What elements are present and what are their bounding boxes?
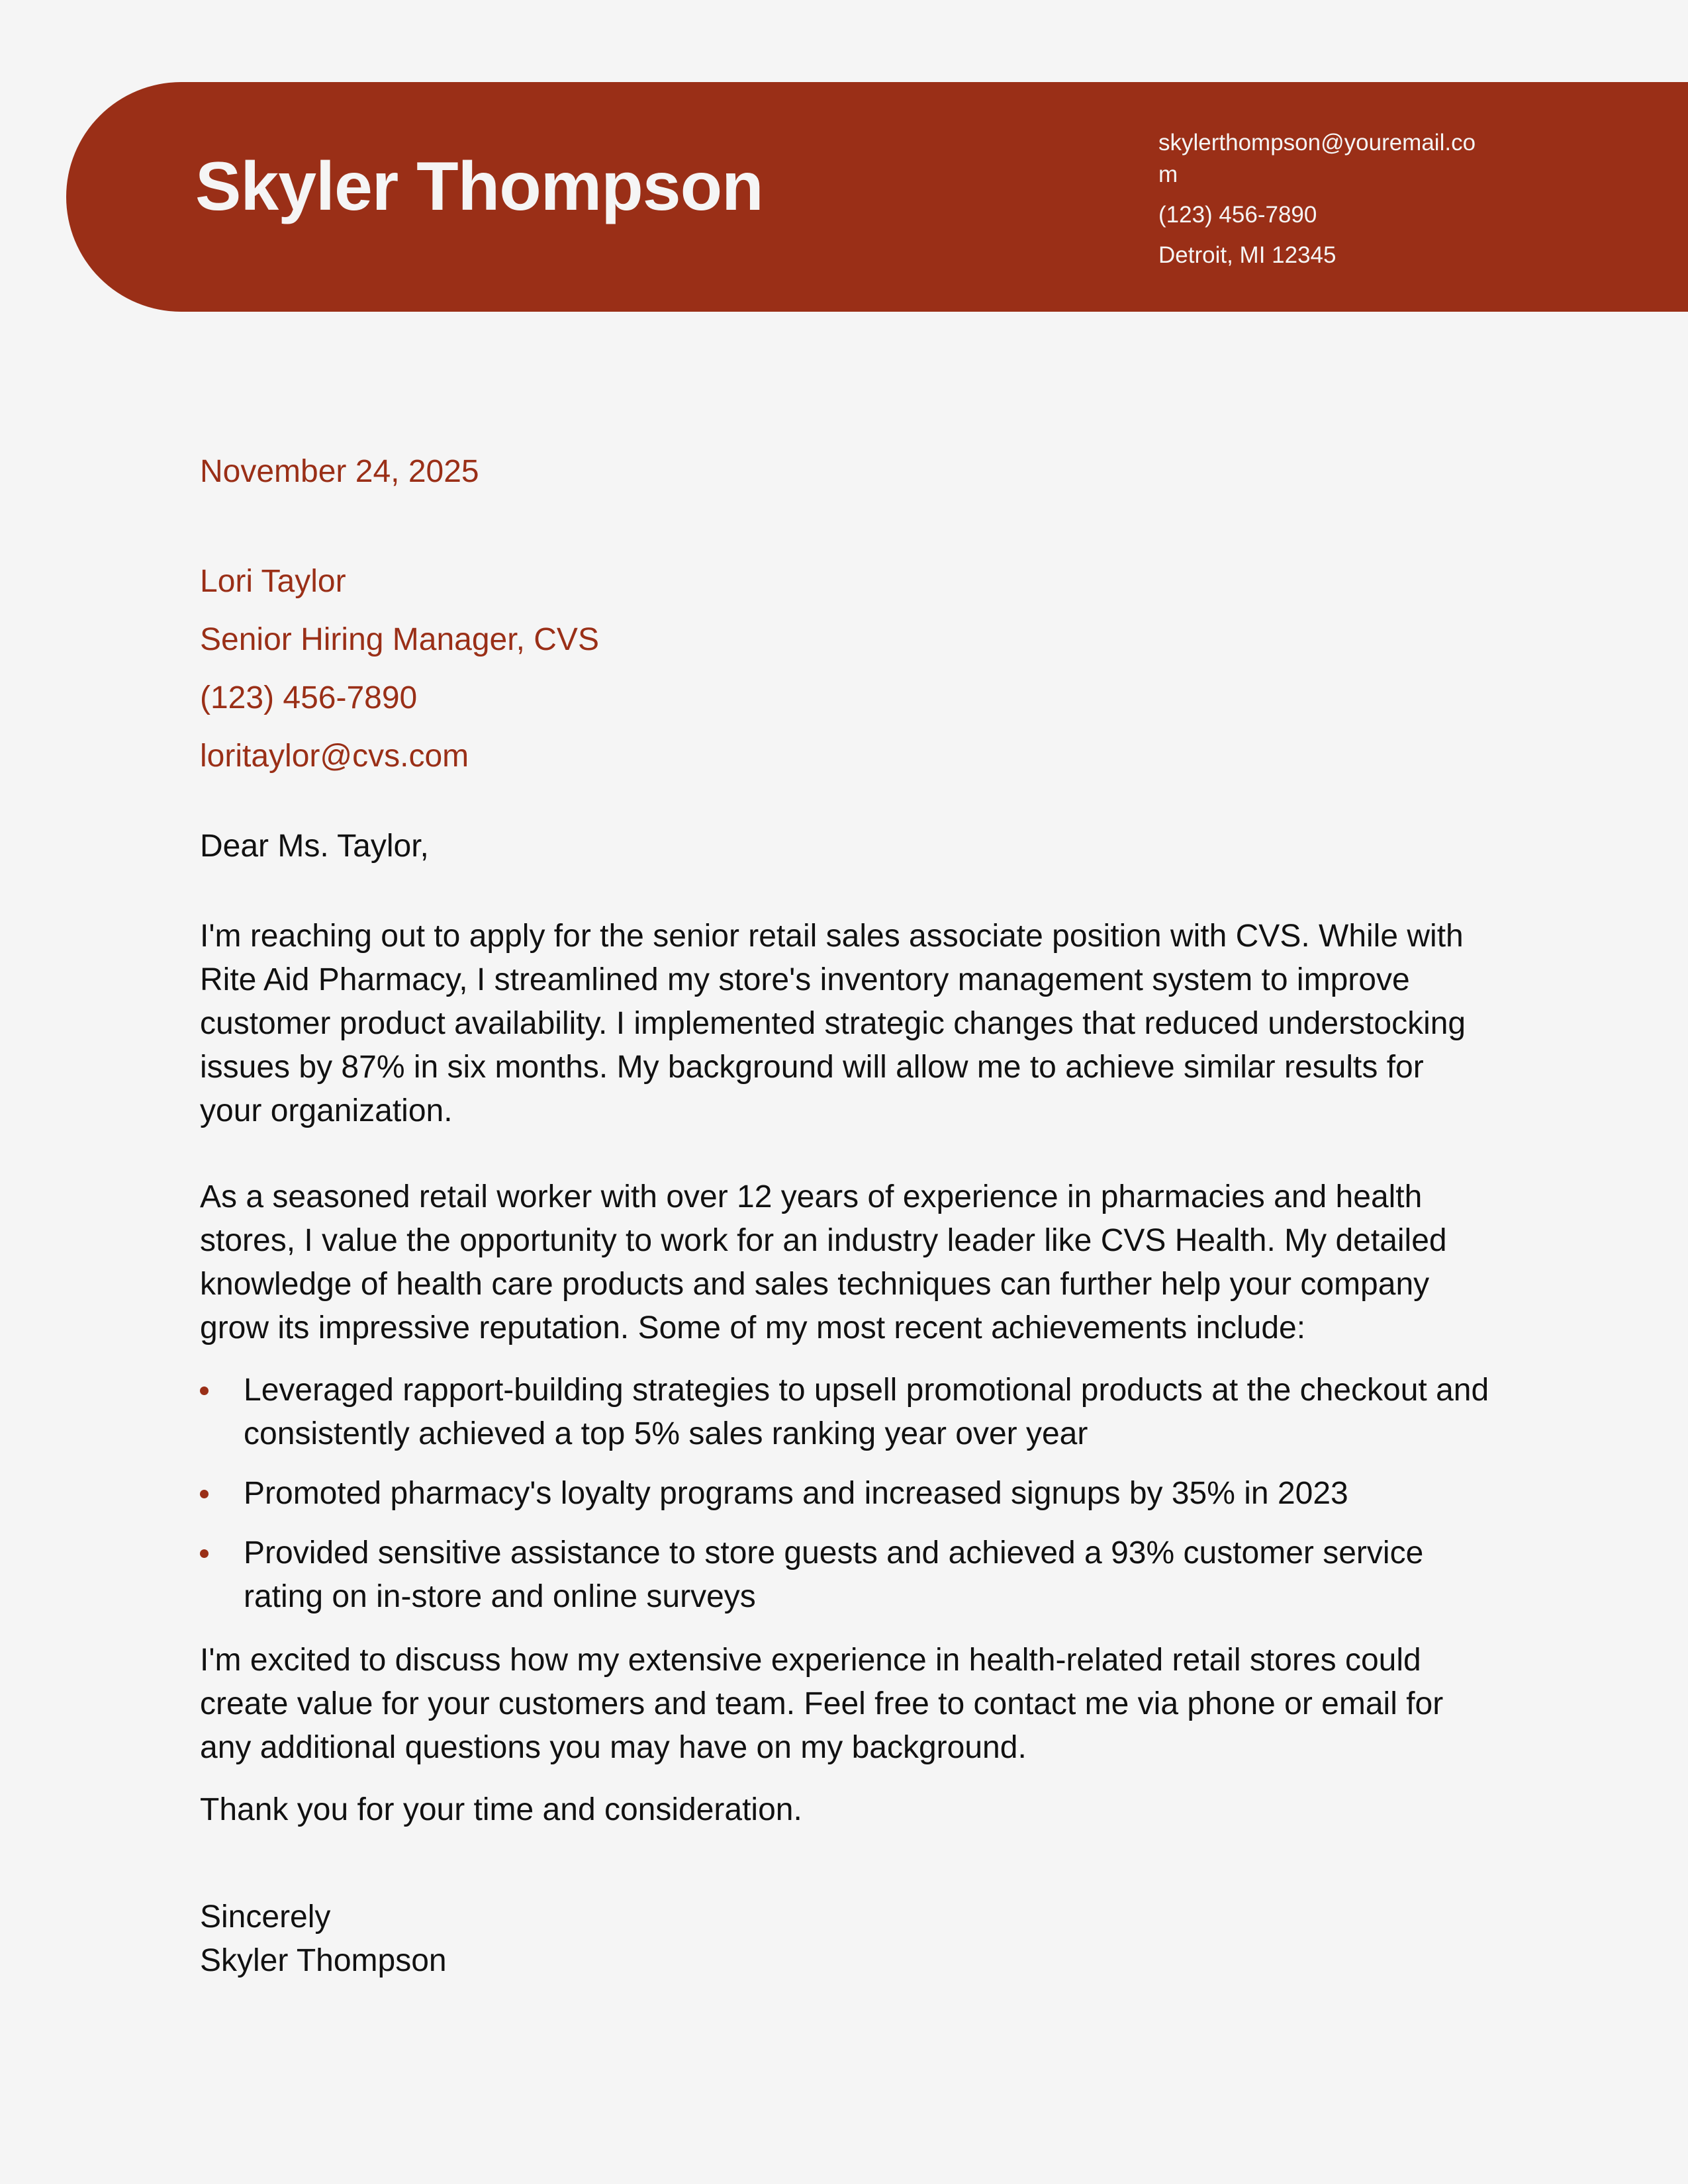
achievements-list bbox=[200, 1369, 1491, 1619]
signature: Skyler Thompson bbox=[200, 1943, 447, 1978]
list-item bbox=[200, 1472, 1491, 1516]
achievement-text: Leveraged rapport-building strategies to upsell promotional products at the checkout and consistently achieved a top 5% sales ranking year over year bbox=[244, 1373, 1489, 1451]
achievement-text: Provided sensitive assistance to store guests and achieved a 93% customer service rating on in-store and online surveys bbox=[244, 1535, 1424, 1614]
bullet-icon bbox=[200, 1387, 209, 1395]
letter-body bbox=[200, 450, 1491, 1983]
paragraph-experience: As a seasoned retail worker with over 12 years of experience in pharmacies and health stores, I value the opportunity to work for an industry leader like CVS Health. My detailed knowledge of health care products and sales techniques can further help your company grow its impressive reputation. Some of my most recent achievements include: bbox=[200, 1179, 1447, 1345]
sender-contact bbox=[1158, 127, 1489, 280]
bullet-icon bbox=[200, 1490, 209, 1498]
paragraph-closing: I'm excited to discuss how my extensive experience in health-related retail stores could create value for your customers and team. Feel free to contact me via phone or email for any additional questions you may have on my background. bbox=[200, 1643, 1444, 1765]
recipient-block bbox=[200, 560, 1491, 778]
recipient-name: Lori Taylor bbox=[200, 564, 346, 599]
sender-phone: (123) 456-7890 bbox=[1158, 202, 1317, 228]
sender-name: Skyler Thompson bbox=[195, 148, 763, 225]
list-item bbox=[200, 1531, 1491, 1619]
salutation: Dear Ms. Taylor, bbox=[200, 829, 429, 864]
bullet-icon bbox=[200, 1549, 209, 1558]
thanks-line: Thank you for your time and consideration. bbox=[200, 1792, 802, 1827]
signoff-block bbox=[200, 1895, 1491, 1983]
signoff: Sincerely bbox=[200, 1899, 331, 1934]
recipient-phone: (123) 456-7890 bbox=[200, 680, 418, 715]
paragraph-intro: I'm reaching out to apply for the senior retail sales associate position with CVS. While with Rite Aid Pharmacy, I streamlined my store's inventory management system to improve customer product availability. I implemented strategic changes that reduced understocking issues by 87% in six months. My background will allow me to achieve similar results for your organization. bbox=[200, 919, 1466, 1128]
achievement-text: Promoted pharmacy's loyalty programs and increased signups by 35% in 2023 bbox=[244, 1476, 1348, 1511]
recipient-title: Senior Hiring Manager, CVS bbox=[200, 622, 599, 657]
sender-email: skylerthompson@youremail.com bbox=[1158, 130, 1476, 187]
list-item bbox=[200, 1369, 1491, 1456]
recipient-email: loritaylor@cvs.com bbox=[200, 739, 469, 774]
sender-location: Detroit, MI 12345 bbox=[1158, 242, 1336, 268]
letter-date: November 24, 2025 bbox=[200, 454, 479, 489]
